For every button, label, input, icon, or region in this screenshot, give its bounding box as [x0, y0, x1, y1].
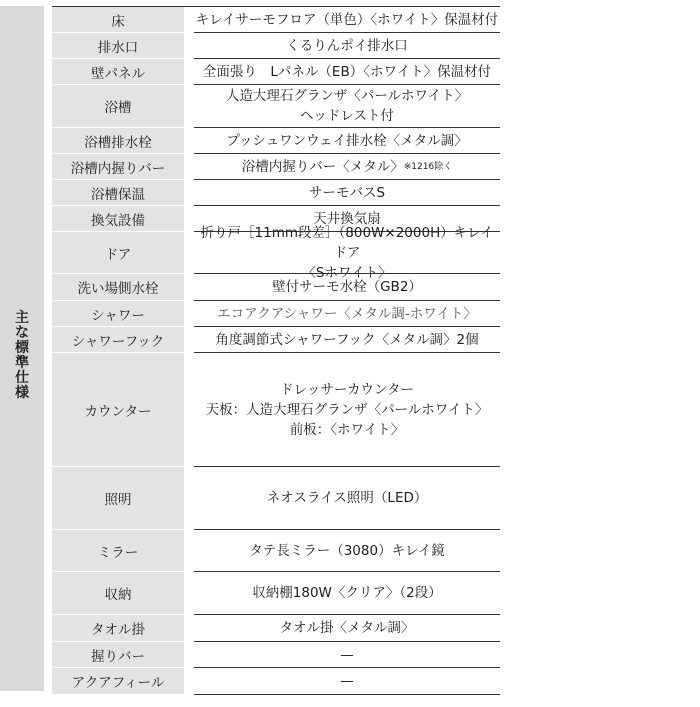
spec-label: 浴槽保温	[52, 180, 184, 206]
spec-row-tub-grab-bar	[52, 154, 500, 180]
spec-value: エコアクアシャワー〈メタル調-ホワイト〉	[217, 305, 477, 322]
spec-row-towel-bar	[52, 615, 500, 642]
spec-value: ドレッサーカウンター 天板：人造大理石グランザ〈パールホワイト〉 前板：〈ホワイト〉	[205, 381, 489, 438]
spec-row-aquafeel	[52, 668, 500, 695]
spec-row-floor	[52, 6, 500, 33]
spec-row-wall-panel	[52, 59, 500, 85]
spec-value: ネオスライス照明（LED）	[266, 490, 428, 506]
spec-value: 収納棚180W〈クリア〉（2段）	[252, 585, 442, 601]
spec-table	[52, 6, 500, 695]
spec-label: カウンター	[52, 353, 184, 467]
spec-row-storage	[52, 572, 500, 615]
spec-label: ドア	[52, 232, 184, 274]
spec-value: タテ長ミラー（3080）キレイ鏡	[249, 542, 445, 559]
spec-value-note: ※1216除く	[403, 161, 453, 172]
spec-value: 人造大理石グランザ〈パールホワイト〉 ヘッドレスト付	[225, 88, 469, 124]
spec-row-counter	[52, 353, 500, 467]
spec-label: 浴槽排水栓	[52, 128, 184, 154]
spec-value: 全面張り Lパネル（EB）〈ホワイト〉保温材付	[202, 63, 492, 80]
spec-label: ミラー	[52, 530, 184, 572]
spec-row-drain	[52, 33, 500, 59]
spec-label: 床	[52, 7, 184, 33]
spec-label: 洗い場側水栓	[52, 274, 184, 301]
spec-label: シャワーフック	[52, 327, 184, 353]
category-sidebar	[0, 6, 44, 691]
category-label: 主な標準仕様	[15, 310, 29, 401]
spec-row-tub-insulation	[52, 180, 500, 206]
spec-label: 握りバー	[52, 642, 184, 668]
spec-value-text: 浴槽内握りバー〈メタル〉	[241, 158, 404, 175]
spec-label: タオル掛	[52, 615, 184, 642]
spec-value	[194, 154, 500, 179]
spec-label: シャワー	[52, 301, 184, 327]
spec-value: 折り戸［11mm段差］（800W×2000H）キレイドア 〈Sホワイト〉	[200, 224, 494, 281]
spec-row-shower-hook	[52, 327, 500, 353]
spec-value: —	[340, 673, 354, 689]
spec-value: キレイサーモフロア（単色）〈ホワイト〉保温材付	[195, 11, 499, 28]
spec-row-grab-bar	[52, 642, 500, 668]
spec-label: 浴槽	[52, 85, 184, 128]
spec-row-faucet	[52, 274, 500, 301]
spec-row-door	[52, 224, 500, 281]
spec-value: —	[340, 646, 354, 663]
spec-value: プッシュワンウェイ排水栓〈メタル調〉	[226, 132, 468, 149]
spec-label: 排水口	[52, 33, 184, 59]
spec-value: くるりんポイ排水口	[286, 37, 408, 54]
spec-label: 収納	[52, 572, 184, 615]
spec-label: 壁パネル	[52, 59, 184, 85]
spec-label: アクアフィール	[52, 668, 184, 695]
spec-value: 角度調節式シャワーフック〈メタル調〉2個	[215, 331, 479, 348]
spec-row-shower	[52, 301, 500, 327]
spec-row-tub-drain-plug	[52, 128, 500, 154]
spec-value: タオル掛〈メタル調〉	[279, 620, 415, 636]
spec-value: サーモバスS	[308, 184, 386, 201]
spec-row-lighting	[52, 467, 500, 530]
spec-label: 浴槽内握りバー	[52, 154, 184, 180]
spec-row-mirror	[52, 530, 500, 572]
spec-row-bathtub	[52, 85, 500, 128]
spec-value: 壁付サーモ水栓（GB2）	[272, 279, 422, 295]
spec-value: 天井換気扇	[313, 210, 381, 227]
spec-label: 換気設備	[52, 206, 184, 232]
spec-label: 照明	[52, 467, 184, 530]
